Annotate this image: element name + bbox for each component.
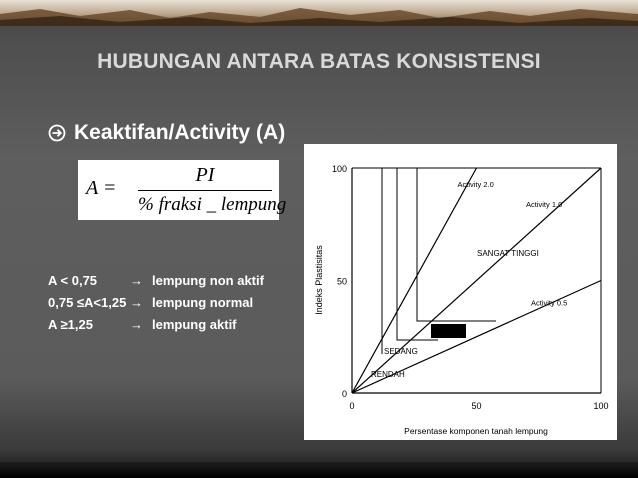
- rule-description: lempung normal: [152, 295, 254, 310]
- arrow-circle-bullet-icon: [48, 124, 66, 142]
- x-tick-label: 50: [471, 401, 482, 411]
- bullet-heading: [48, 118, 285, 148]
- series-line-2: [352, 168, 601, 393]
- activity-chart: [304, 144, 617, 440]
- x-tick-label: 100: [593, 401, 609, 411]
- banner-texture: [0, 0, 638, 26]
- rule-arrow: →: [130, 295, 143, 310]
- formula-numerator: PI: [195, 164, 215, 186]
- rule-condition: A < 0,75: [48, 273, 98, 288]
- highlight-block: [431, 324, 466, 338]
- formula-fraction-bar: [138, 190, 272, 191]
- y-tick-label: 100: [331, 164, 347, 174]
- series-label-3: Activity 0.5: [531, 298, 568, 308]
- series-label-2: Activity 1.0: [526, 200, 563, 209]
- heading-text: Keaktifan/Activity (A): [74, 121, 286, 144]
- activity-chart-panel: [304, 144, 617, 440]
- formula-lhs: A =: [86, 177, 117, 199]
- formula-denominator: % fraksi _ lempung: [138, 194, 287, 215]
- region-label-sangat-tinggi: SANGAT TINGGI: [477, 249, 539, 258]
- series-line-1: [352, 168, 477, 393]
- rule-arrow: →: [130, 317, 143, 332]
- rule-description: lempung aktif: [152, 317, 237, 332]
- region-label-rendah: RENDAH: [371, 370, 405, 379]
- region-label-sedang: SEDANG: [384, 347, 418, 356]
- y-tick-label: 50: [336, 276, 347, 287]
- slide-title: HUBUNGAN ANTARA BATAS KONSISTENSI: [97, 50, 541, 73]
- y-axis-label: Indeks Plastisitas: [314, 245, 324, 315]
- series-label-1: Activity 2.0: [457, 180, 494, 189]
- rule-arrow: →: [130, 273, 143, 288]
- rule-condition: 0,75 ≤A<1,25: [48, 295, 127, 310]
- y-tick-label: 0: [341, 389, 347, 399]
- rule-description: lempung non aktif: [152, 273, 264, 288]
- x-tick-label: 0: [349, 401, 355, 411]
- rule-condition: A ≥1,25: [48, 317, 93, 332]
- footer-bar: [0, 462, 638, 478]
- formula-box: [78, 160, 287, 220]
- x-axis-label: Persentase komponen tanah lempung: [404, 426, 548, 436]
